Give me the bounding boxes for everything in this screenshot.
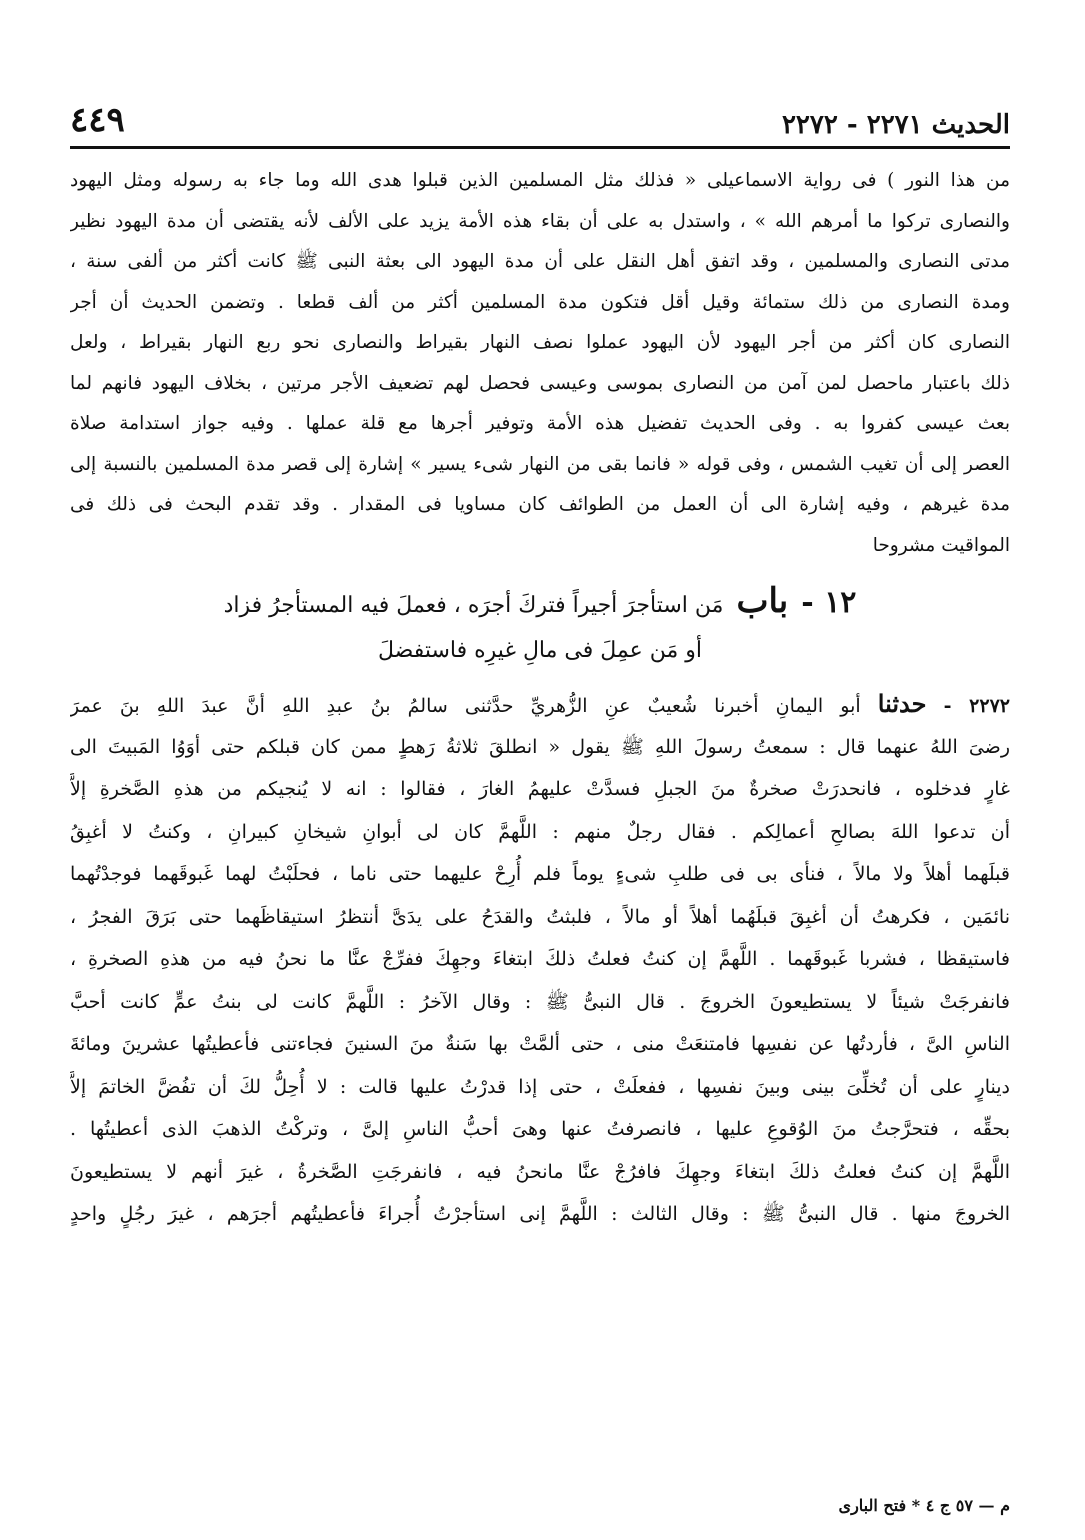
chapter-number: ١٢ - [801, 585, 857, 620]
hadith-line: اللَّهمَّ إن كنتُ فعلتُ ذلكَ ابتغاءَ وجهِكَ فافرُجْ عنَّا مانحنُ فيه ، فانفرجَتِ الصَّخرةُ ، غيرَ أنهم لا يستطيعونَ [70, 1160, 1010, 1183]
commentary-line: العصر إلى أن تغيب الشمس ، وفى قوله « فانما بقى من النهار شىء يسير » إشارة إلى قصر مدة المسلمين بالنسبة إلى [70, 453, 1010, 475]
haddathana-word: حدثنا [877, 689, 927, 718]
chapter-heading-line-1 [70, 578, 1010, 629]
commentary-section [70, 161, 1010, 566]
commentary-line: المواقيت مشروحا [872, 534, 1010, 556]
hadith-line: فانفرجَتْ شيئاً لا يستطيعونَ الخروجَ . قال النبىُّ ﷺ : وقال الآخرُ : اللَّهمَّ كانت لى بنتُ عمٍّ كانت أحبَّ [70, 990, 1010, 1013]
hadith-isnad: أبو اليمانِ أخبرنا شُعيبٌ عنِ الزُّهريِّ حدَّثنى سالمُ بنُ عبدِ اللهِ أنَّ عبدَ اللهِ بنَ عمرَ [70, 695, 861, 717]
commentary-line: ذلك باعتبار ماحصل لمن آمن من النصارى بموسى وعيسى فحصل لهم تضعيف الأجر مرتين ، بخلاف اليهود فانهم لما [70, 372, 1010, 394]
hadith-line: نائمَين ، فكرهتُ أن أغبِقَ قبلَهُما أهلاً أو مالاً ، فلبثتُ والقدَحُ على يدَىَّ أنتظرُ استيقاظَهما حتى بَرَقَ الفجرُ ، [70, 905, 1010, 928]
hadith-line: أن تدعوا اللهَ بصالحِ أعمالِكم . فقال رجلٌ منهم : اللَّهمَّ كان لى أبوانِ شيخانِ كبيرانِ ، وكنتُ لا أغبِقُ [70, 820, 1010, 843]
page-number: ٤٤٩ [70, 100, 125, 140]
running-head [70, 95, 1010, 149]
hadith-line: قبلَهما أهلاً ولا مالاً ، فنأى بى فى طلبِ شىءٍ يوماً فلم أُرِحْ عليهما حتى ناما ، فحلَبْتُ لهما غَبوقَهما فوجدْتُهما [70, 863, 1010, 885]
hadith-number: ٢٢٧٢ - [943, 695, 1010, 717]
hadith-line [70, 683, 1010, 726]
chapter-word: باب [736, 581, 789, 621]
hadith-section [70, 683, 1010, 1236]
hadith-line: بحقِّه ، فتحرَّجتُ منَ الوُقوعِ عليها ، فانصرفتُ عنها وهىَ أحبُّ الناسِ إلىَّ ، وتركْتُ الذهبَ الذى أعطيتُها . [70, 1118, 1010, 1140]
commentary-line: من هذا النور ) فى رواية الاسماعيلى « فذلك مثل المسلمين الذين قبلوا هدى الله وما جاء به رسوله ومثل اليهود [70, 170, 1010, 191]
commentary-line: والنصارى تركوا ما أمرهم الله » ، واستدل به على أن بقاء هذه الأمة يزيد على الألف لأنه يقتضى أن مدة اليهود نظير [70, 210, 1010, 232]
hadith-line: فاستيقظا ، فشربا غَبوقَهما . اللَّهمَّ إن كنتُ فعلتُ ذلكَ ابتغاءَ وجهِكَ ففرِّجْ عنَّا ما نحنُ فيه من هذهِ الصخرةِ ، [70, 948, 1010, 970]
signature-mark: م — ٥٧ ج ٤ * فتح البارى [838, 1496, 1010, 1515]
hadith-line: الناسِ الىَّ ، فأردتُها عن نفسِها فامتنعَتْ منى ، حتى ألمَّتْ بها سَنةٌ منَ السنينَ فجاءتنى فأعطيتُها عشرينَ ومائةَ [70, 1033, 1010, 1055]
commentary-line: النصارى كان أكثر من أجر اليهود لأن اليهود عملوا نصف النهار بقيراط والنصارى نحو ربع النهار بقيراط ، ولعل [70, 332, 1010, 353]
hadith-line: الخروجَ منها . قال النبىُّ ﷺ : وقال الثالث : اللَّهمَّ إنى استأجرْتُ أُجراءَ فأعطيتُهم أجرَهم ، غيرَ رجُلٍ واحدٍ [70, 1203, 1010, 1225]
chapter-title-line-2: أو مَن عمِلَ فى مالِ غيرِه فاستفضلَ [377, 638, 703, 663]
chapter-title-line-1: مَن استأجرَ أجيراً فتركَ أجرَه ، فعملَ فيه المستأجرُ فزاد [223, 593, 724, 618]
book-page [70, 95, 1010, 1515]
hadith-line: دينارٍ على أن تُخلِّىَ بينى وبينَ نفسِها ، ففعلَتْ ، حتى إذا قدرْتُ عليها قالت : لا أُحِلُّ لكَ أن تفُضَّ الخاتمَ إلاَّ [70, 1075, 1010, 1098]
chapter-heading [70, 578, 1010, 673]
commentary-line: بعث عيسى كفروا به . وفى الحديث تفضيل هذه الأمة وتوفير أجرها مع قلة عملها . وفيه جواز استدامة صلاة [70, 413, 1010, 434]
hadith-line: غارٍ فدخلوه ، فانحدرَتْ صخرةٌ منَ الجبلِ فسدَّتْ عليهمُ الغارَ ، فقالوا : انه لا يُنجيكم من هذهِ الصَّخرةِ إلاَّ [70, 778, 1010, 800]
hadith-line: رضىَ اللهُ عنهما قال : سمعتُ رسولَ اللهِ ﷺ يقول « انطلقَ ثلاثةُ رَهطٍ ممن كان قبلكم حتى أوَوُا المَبيتَ الى [70, 735, 1010, 758]
running-title: الحديث ٢٢٧١ - ٢٢٧٢ [781, 110, 1010, 140]
commentary-line: ومدة النصارى من ذلك ستمائة وقيل أقل فتكون مدة المسلمين أكثر من ألف قطعا . وتضمن الحديث أن أجر [70, 291, 1010, 313]
commentary-line: مدة غيرهم ، وفيه إشارة الى أن العمل من الطوائف كان مساويا فى المقدار . وقد تقدم البحث فى ذلك فى [70, 494, 1010, 515]
commentary-line: مدتى النصارى والمسلمين ، وقد اتفق أهل النقل على أن مدة اليهود الى بعثة النبى ﷺ كانت أكثر من ألفى سنة ، [70, 251, 1010, 272]
